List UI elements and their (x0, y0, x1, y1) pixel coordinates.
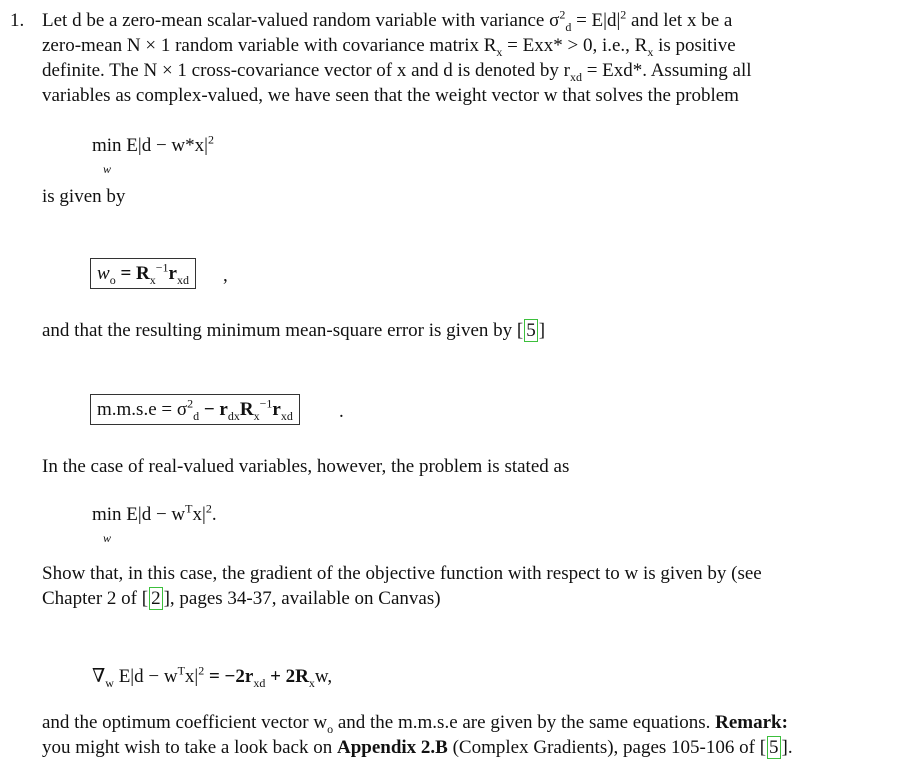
show-that-line-1: Show that, in this case, the gradient of the objective function with respect to w is given by (see (42, 563, 762, 584)
boxed-optimal-weight: $w_o = R_x^{-1}r_{xd}$ (90, 258, 196, 289)
show-that-line-2: Chapter 2 of [ 2 ], pages 34-37, available on Canvas) (42, 588, 441, 609)
final-line-2: you might wish to take a look back on Appendix 2.B (Complex Gradients), pages 105-106 of [ 5 ]. (42, 737, 793, 758)
item-number: 1. (10, 10, 25, 31)
equation-min-real: $\min E|d - w^Tx|^2$. (92, 501, 217, 525)
boxed-mmse: $m.m.s.e = \sigma^2_d - r_{dx}R_x^{-1}r_{xd}$ (90, 394, 300, 425)
mmse-intro-text: and that the resulting minimum mean-square error is given by [ 5 ] (42, 320, 546, 341)
equation-min-complex: $\min E|d - w*x|^2$ (92, 132, 214, 156)
citation-link[interactable]: 2 (151, 588, 161, 609)
citation-link[interactable]: 5 (526, 320, 536, 341)
show-that-paragraph (42, 561, 842, 611)
intro-line-2: zero-mean N × 1 random variable with covariance matrix $R_x = Exx* > 0$, i.e., $R_x$ is positive (42, 35, 736, 59)
given-by-text: is given by (42, 186, 126, 207)
equation-min-real-subscript: w (103, 531, 112, 545)
real-case-text: In the case of real-valued variables, however, the problem is stated as (42, 456, 570, 477)
intro-line-1: Let d be a zero-mean scalar-valued random variable with variance $\sigma^2_d = E|d|^2$ and let x be a (42, 7, 733, 34)
citation-link[interactable]: 5 (769, 737, 779, 758)
boxed-mmse-period: . (339, 401, 344, 422)
intro-paragraph (42, 8, 842, 108)
equation-gradient: $\nabla_w$ $E|d - w^Tx|^2 = -2r_{xd} + 2R_xw$, (92, 663, 333, 690)
boxed-optimal-weight-comma: , (223, 265, 228, 286)
equation-min-complex-subscript: w (103, 162, 112, 176)
final-line-1: and the optimum coefficient vector $w_o$ and the m.m.s.e are given by the same equations. Remark: (42, 712, 788, 736)
intro-line-4: variables as complex-valued, we have seen that the weight vector w that solves the problem (42, 85, 739, 106)
final-paragraph (42, 710, 842, 760)
intro-line-3: definite. The N × 1 cross-covariance vector of x and d is denoted by $r_{xd} = Exd*$. Assuming all (42, 60, 752, 84)
